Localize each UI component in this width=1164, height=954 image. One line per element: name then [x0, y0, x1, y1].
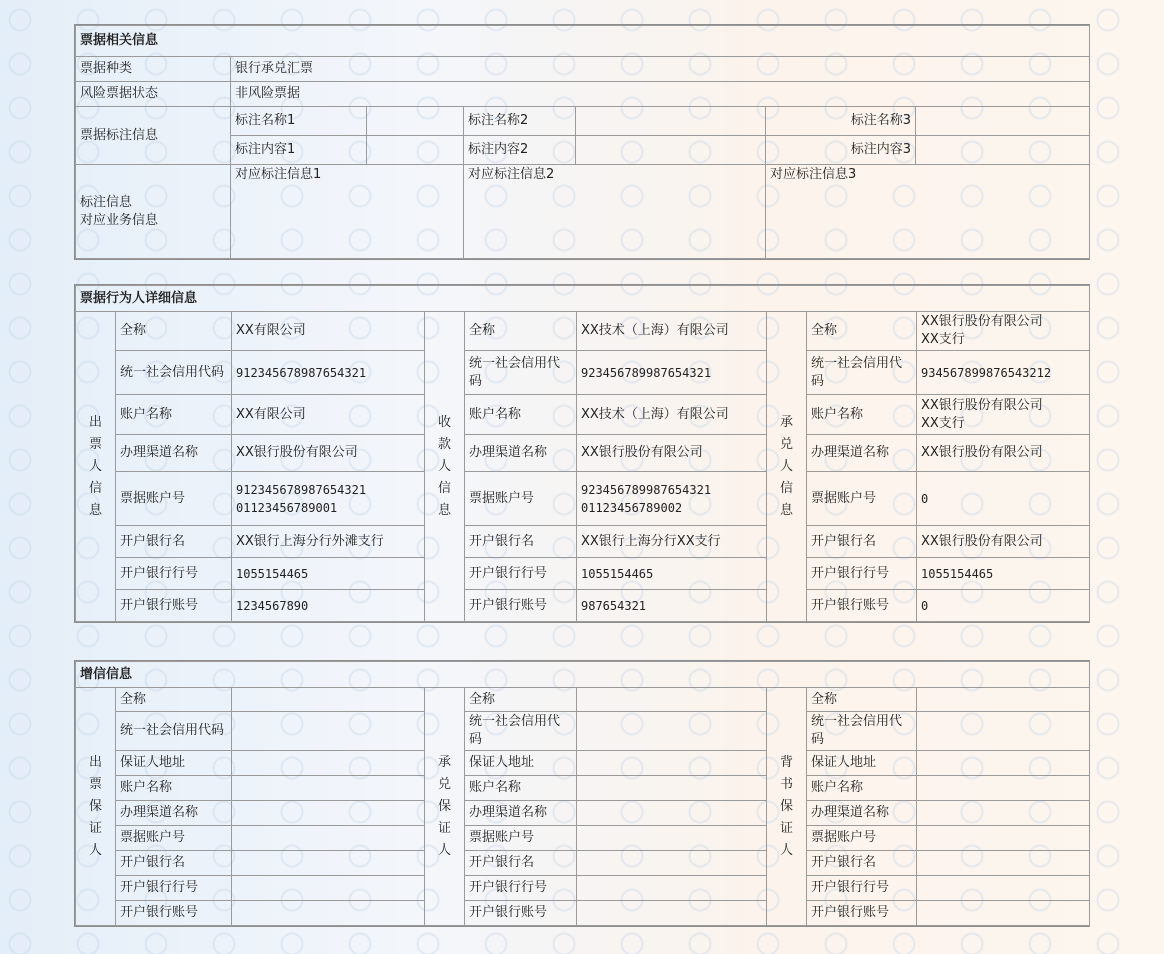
label-bill-account: 票据账户号 — [465, 472, 577, 526]
label-bill-account: 票据账户号 — [116, 826, 232, 851]
mark-content-2: 标注内容2 — [464, 136, 576, 165]
label-channel: 办理渠道名称 — [465, 435, 577, 472]
label-bank-no: 开户银行行号 — [807, 876, 917, 901]
guarantee-section — [74, 660, 1090, 927]
label-bank-acct: 开户银行账号 — [465, 901, 577, 926]
endorse-guarantor-title — [767, 688, 807, 926]
label-bank-acct: 开户银行账号 — [116, 901, 232, 926]
guarantee-table — [75, 661, 1090, 926]
drawer-bill-account-line1: 912345678987654321 — [236, 482, 367, 497]
label-name: 全称 — [465, 312, 577, 351]
label-name: 全称 — [465, 688, 577, 712]
biz-info-label-line1: 标注信息 — [80, 194, 133, 210]
mark-name-1: 标注名称1 — [231, 107, 367, 136]
drawer-bill-account-line2: 01123456789001 — [236, 500, 338, 515]
drawer-name: XX有限公司 — [232, 312, 425, 351]
drawer-credit-code: 912345678987654321 — [232, 351, 425, 395]
drawer-guarantor-title — [76, 688, 116, 926]
section-title: 增信信息 — [76, 662, 1090, 688]
risk-status-label: 风险票据状态 — [76, 82, 231, 107]
payee-credit-code: 923456789987654321 — [577, 351, 767, 395]
mark-content-2-value — [576, 136, 766, 165]
drawer-bank-name: XX银行上海分行外滩支行 — [232, 526, 425, 558]
endorse-guarantor-channel — [917, 801, 1090, 826]
drawer-guarantor-credit-code — [232, 712, 425, 751]
label-bank-no: 开户银行行号 — [116, 558, 232, 590]
drawer-guarantor-bank-name — [232, 851, 425, 876]
payee-bill-account-line2: 01123456789002 — [581, 500, 683, 515]
acceptor-name — [917, 312, 1090, 351]
label-account-name: 账户名称 — [465, 395, 577, 435]
mark-content-3-value — [916, 136, 1090, 165]
endorse-guarantor-bank-acct — [917, 901, 1090, 926]
payee-bank-name: XX银行上海分行XX支行 — [577, 526, 767, 558]
drawer-guarantor-bill-account — [232, 826, 425, 851]
acceptor-bank-acct: 0 — [917, 590, 1090, 622]
label-bank-name: 开户银行名 — [116, 851, 232, 876]
drawer-channel: XX银行股份有限公司 — [232, 435, 425, 472]
biz-info-2: 对应标注信息2 — [464, 165, 766, 259]
label-credit-code: 统一社会信用代码 — [116, 712, 232, 751]
acceptor-guarantor-bank-acct — [577, 901, 767, 926]
label-address: 保证人地址 — [465, 751, 577, 776]
acceptor-name-line2: XX支行 — [921, 332, 965, 347]
acceptor-name-line1: XX银行股份有限公司 — [921, 314, 1043, 329]
drawer-guarantor-account-name — [232, 776, 425, 801]
mark-name-2-value — [576, 107, 766, 136]
endorse-guarantor-account-name — [917, 776, 1090, 801]
endorse-guarantor-bank-no — [917, 876, 1090, 901]
label-bank-name: 开户银行名 — [465, 851, 577, 876]
drawer-guarantor-channel — [232, 801, 425, 826]
drawer-guarantor-bank-no — [232, 876, 425, 901]
endorse-guarantor-bank-name — [917, 851, 1090, 876]
biz-info-label-line2: 对应业务信息 — [80, 212, 159, 228]
mark-name-3: 标注名称3 — [766, 107, 916, 136]
label-bank-acct: 开户银行账号 — [807, 901, 917, 926]
label-channel: 办理渠道名称 — [807, 435, 917, 472]
label-bank-name: 开户银行名 — [807, 526, 917, 558]
label-channel: 办理渠道名称 — [807, 801, 917, 826]
risk-status-value: 非风险票据 — [231, 82, 1090, 107]
label-bank-name: 开户银行名 — [116, 526, 232, 558]
acceptor-account-name-line2: XX支行 — [921, 415, 965, 431]
mark-content-1: 标注内容1 — [231, 136, 367, 165]
section-title: 票据行为人详细信息 — [76, 286, 1090, 312]
acceptor-guarantor-address — [577, 751, 767, 776]
label-bank-no: 开户银行行号 — [465, 876, 577, 901]
drawer-bank-acct: 1234567890 — [232, 590, 425, 622]
label-account-name: 账户名称 — [116, 776, 232, 801]
endorse-guarantor-address — [917, 751, 1090, 776]
payee-bill-account — [577, 472, 767, 526]
drawer-guarantor-title-text: 出票保证人 — [88, 754, 102, 858]
acceptor-account-name — [917, 395, 1090, 435]
payee-name: XX技术（上海）有限公司 — [577, 312, 767, 351]
acceptor-guarantor-title — [425, 688, 465, 926]
acceptor-bank-name: XX银行股份有限公司 — [917, 526, 1090, 558]
label-bill-account: 票据账户号 — [807, 826, 917, 851]
label-bill-account: 票据账户号 — [465, 826, 577, 851]
label-channel: 办理渠道名称 — [116, 435, 232, 472]
label-name: 全称 — [807, 312, 917, 351]
mark-content-1-value — [367, 136, 464, 165]
acceptor-guarantor-title-text: 承兑保证人 — [437, 754, 451, 858]
mark-info-label: 票据标注信息 — [76, 107, 231, 165]
label-address: 保证人地址 — [807, 751, 917, 776]
acceptor-guarantor-bill-account — [577, 826, 767, 851]
mark-name-1-value — [367, 107, 464, 136]
label-bill-account: 票据账户号 — [116, 472, 232, 526]
label-bank-name: 开户银行名 — [465, 526, 577, 558]
acceptor-credit-code: 934567899876543212 — [917, 351, 1090, 395]
label-account-name: 账户名称 — [465, 776, 577, 801]
label-credit-code: 统一社会信用代码 — [465, 712, 577, 751]
bill-type-label: 票据种类 — [76, 57, 231, 82]
label-credit-code: 统一社会信用代码 — [807, 351, 917, 395]
mark-name-2: 标注名称2 — [464, 107, 576, 136]
endorse-guarantor-title-text: 背书保证人 — [779, 754, 793, 858]
bill-info-table — [75, 25, 1090, 259]
label-account-name: 账户名称 — [807, 395, 917, 435]
label-credit-code: 统一社会信用代码 — [807, 712, 917, 751]
payee-account-name: XX技术（上海）有限公司 — [577, 395, 767, 435]
acceptor-guarantor-credit-code — [577, 712, 767, 751]
mark-name-3-value — [916, 107, 1090, 136]
biz-info-label — [76, 165, 231, 259]
bill-type-value: 银行承兑汇票 — [231, 57, 1090, 82]
label-bill-account: 票据账户号 — [807, 472, 917, 526]
drawer-bank-no: 1055154465 — [232, 558, 425, 590]
biz-info-3: 对应标注信息3 — [766, 165, 1090, 259]
drawer-account-name: XX有限公司 — [232, 395, 425, 435]
acceptor-title-text: 承兑人信息 — [779, 414, 793, 518]
biz-info-1: 对应标注信息1 — [231, 165, 464, 259]
label-channel: 办理渠道名称 — [465, 801, 577, 826]
payee-channel: XX银行股份有限公司 — [577, 435, 767, 472]
acceptor-bank-no: 1055154465 — [917, 558, 1090, 590]
label-credit-code: 统一社会信用代码 — [116, 351, 232, 395]
payee-bank-acct: 987654321 — [577, 590, 767, 622]
label-bank-no: 开户银行行号 — [465, 558, 577, 590]
acceptor-title — [767, 312, 807, 622]
label-account-name: 账户名称 — [116, 395, 232, 435]
drawer-title-text: 出票人信息 — [88, 414, 102, 518]
acceptor-guarantor-bank-no — [577, 876, 767, 901]
parties-section — [74, 284, 1090, 623]
label-credit-code: 统一社会信用代码 — [465, 351, 577, 395]
payee-bill-account-line1: 923456789987654321 — [581, 482, 712, 497]
parties-table — [75, 285, 1090, 622]
label-bank-acct: 开户银行账号 — [465, 590, 577, 622]
acceptor-account-name-line1: XX银行股份有限公司 — [921, 397, 1043, 413]
drawer-guarantor-address — [232, 751, 425, 776]
bill-info-section — [74, 24, 1090, 260]
label-bank-acct: 开户银行账号 — [807, 590, 917, 622]
label-account-name: 账户名称 — [807, 776, 917, 801]
acceptor-bill-account: 0 — [917, 472, 1090, 526]
label-name: 全称 — [807, 688, 917, 712]
acceptor-guarantor-channel — [577, 801, 767, 826]
drawer-guarantor-name — [232, 688, 425, 712]
payee-bank-no: 1055154465 — [577, 558, 767, 590]
acceptor-channel: XX银行股份有限公司 — [917, 435, 1090, 472]
label-bank-no: 开户银行行号 — [116, 876, 232, 901]
acceptor-guarantor-account-name — [577, 776, 767, 801]
drawer-guarantor-bank-acct — [232, 901, 425, 926]
drawer-bill-account — [232, 472, 425, 526]
label-bank-name: 开户银行名 — [807, 851, 917, 876]
label-name: 全称 — [116, 688, 232, 712]
endorse-guarantor-name — [917, 688, 1090, 712]
endorse-guarantor-credit-code — [917, 712, 1090, 751]
label-name: 全称 — [116, 312, 232, 351]
payee-title-text: 收款人信息 — [437, 414, 451, 518]
drawer-title — [76, 312, 116, 622]
payee-title — [425, 312, 465, 622]
label-bank-acct: 开户银行账号 — [116, 590, 232, 622]
section-title: 票据相关信息 — [76, 26, 1090, 57]
acceptor-guarantor-bank-name — [577, 851, 767, 876]
label-address: 保证人地址 — [116, 751, 232, 776]
mark-content-3: 标注内容3 — [766, 136, 916, 165]
label-bank-no: 开户银行行号 — [807, 558, 917, 590]
acceptor-guarantor-name — [577, 688, 767, 712]
label-channel: 办理渠道名称 — [116, 801, 232, 826]
endorse-guarantor-bill-account — [917, 826, 1090, 851]
